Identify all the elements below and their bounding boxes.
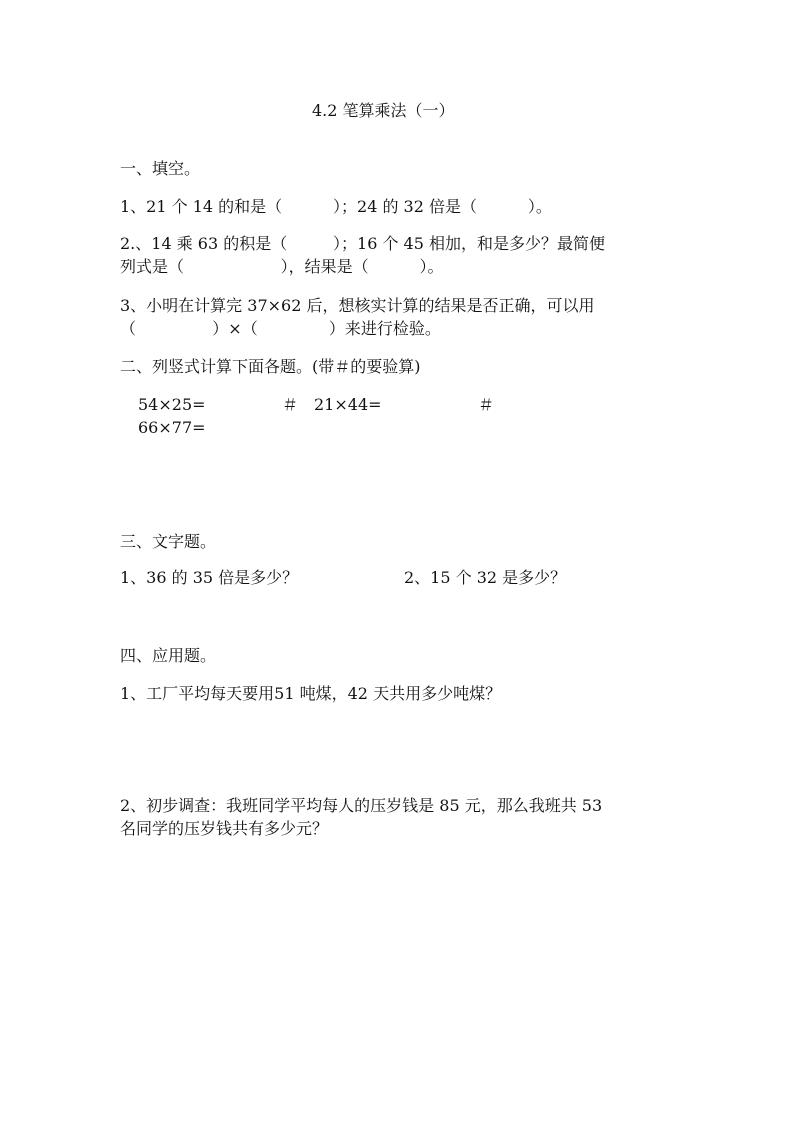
section-4-heading: 四、应用题。 [120,646,217,665]
section-3-heading: 三、文字题。 [120,532,217,551]
fill-blank-question-3-line-1: 3、小明在计算完 37×62 后，想核实计算的结果是否正确，可以用 [120,296,595,315]
calc-problem-1: 54×25= [138,395,206,414]
section-2-heading: 二、列竖式计算下面各题。(带＃的要验算) [120,357,421,376]
application-question-1: 1、工厂平均每天要用51 吨煤，42 天共用多少吨煤？ [120,684,502,703]
fill-blank-question-3-line-2: （ ）×（ ）来进行检验。 [120,319,441,338]
calc-problem-3: 66×77= [138,418,206,437]
application-question-2-line-1: 2、初步调查：我班同学平均每人的压岁钱是 85 元，那么我班共 53 [120,796,603,815]
calc-problem-2: 21×44= [314,395,382,414]
word-question-1: 1、36 的 35 倍是多少？ [120,568,299,587]
verify-mark-1: ＃ [282,395,299,414]
verify-mark-2: ＃ [478,395,495,414]
fill-blank-question-2-line-2: 列式是（ ），结果是（ ）。 [120,257,444,276]
application-question-2-line-2: 名同学的压岁钱共有多少元？ [120,819,329,838]
fill-blank-question-1: 1、21 个 14 的和是（ ）；24 的 32 倍是（ ）。 [120,197,552,216]
word-question-2: 2、15 个 32 是多少？ [404,568,567,587]
page-title: 4.2 笔算乘法（一） [312,101,455,120]
section-1-heading: 一、填空。 [120,159,201,178]
fill-blank-question-2-line-1: 2.、14 乘 63 的积是（ ）；16 个 45 相加，和是多少？最简便 [120,234,605,253]
